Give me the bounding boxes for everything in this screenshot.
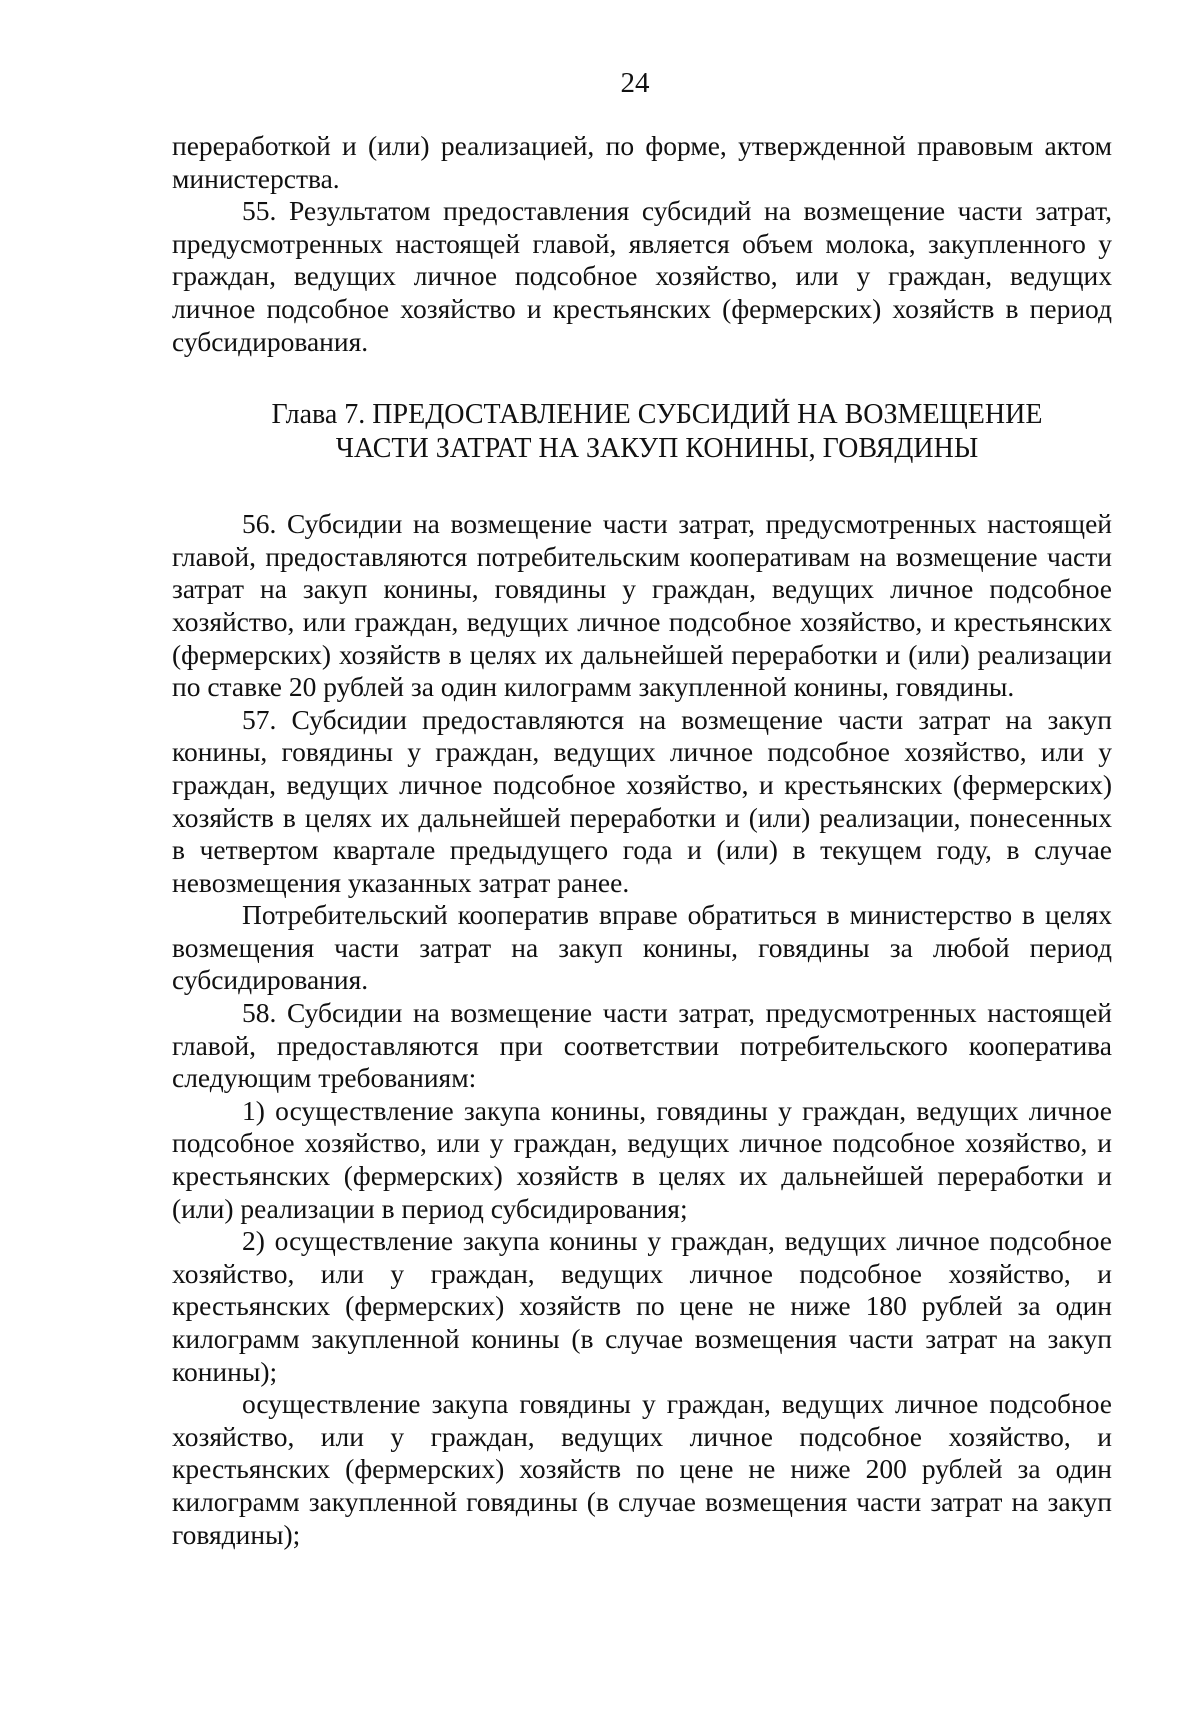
chapter-heading-line-1: Глава 7. ПРЕДОСТАВЛЕНИЕ СУБСИДИЙ НА ВОЗМЕЩЕНИЕ [271,399,1043,431]
requirement-1: 1) осуществление закупа конины, говядины у граждан, ведущих личное подсобное хозяйство, или у граждан, ведущих личное подсобное хозяйство, и крестьянских (фермерских) хозяйств в целях их дальнейшей переработки и (или) реализации в период субсидирования; [172,1094,1112,1224]
paragraph-55: 55. Результатом предоставления субсидий на возмещение части затрат, предусмотренных настоящей главой, является объем молока, закупленного у граждан, ведущих личное подсобное хозяйство, или у граждан, ведущих личное подсобное хозяйство и крестьянских (фермерских) хозяйств в период субсидирования. [172,195,1112,357]
paragraph-58: 58. Субсидии на возмещение части затрат, предусмотренных настоящей главой, предоставляются при соответствии потребительского кооператива следующим требованиям: [172,997,1112,1094]
requirement-2: 2) осуществление закупа конины у граждан, ведущих личное подсобное хозяйство, или у граждан, ведущих личное подсобное хозяйство, и крестьянских (фермерских) хозяйств по цене не ниже 180 рублей за один килограмм закупленной конины (в случае возмещения части затрат на закуп конины); [172,1225,1112,1387]
paragraph-continuation: переработкой и (или) реализацией, по форме, утвержденной правовым актом министерства. [172,130,1112,194]
chapter-heading [172,398,1112,466]
paragraph-57-cooperative: Потребительский кооператив вправе обратиться в министерство в целях возмещения части затрат на закуп конины, говядины за любой период субсидирования. [172,899,1112,996]
paragraph-57: 57. Субсидии предоставляются на возмещение части затрат на закуп конины, говядины у граждан, ведущих личное подсобное хозяйство, или у граждан, ведущих личное подсобное хозяйство, и крестьянских (фермерских) хозяйств в целях их дальнейшей переработки и (или) реализации, понесенных в четвертом квартале предыдущего года и (или) в текущем году, в случае невозмещения указанных затрат ранее. [172,703,1112,898]
requirement-2-beef: осуществление закупа говядины у граждан, ведущих личное подсобное хозяйство, или у граждан, ведущих личное подсобное хозяйство, и крестьянских (фермерских) хозяйств по цене не ниже 200 рублей за один килограмм закупленной говядины (в случае возмещения части затрат на закуп говядины); [172,1388,1112,1550]
document-body [172,130,1112,1551]
paragraph-56: 56. Субсидии на возмещение части затрат, предусмотренных настоящей главой, предоставляются потребительским кооперативам на возмещение части затрат на закуп конины, говядины у граждан, ведущих личное подсобное хозяйство, или граждан, ведущих личное подсобное хозяйство, и крестьянских (фермерских) хозяйств в целях их дальнейшей переработки и (или) реализации по ставке 20 рублей за один килограмм закупленной конины, говядины. [172,508,1112,703]
page-number: 24 [620,67,650,99]
chapter-heading-line-2: ЧАСТИ ЗАТРАТ НА ЗАКУП КОНИНЫ, ГОВЯДИНЫ [335,433,979,465]
